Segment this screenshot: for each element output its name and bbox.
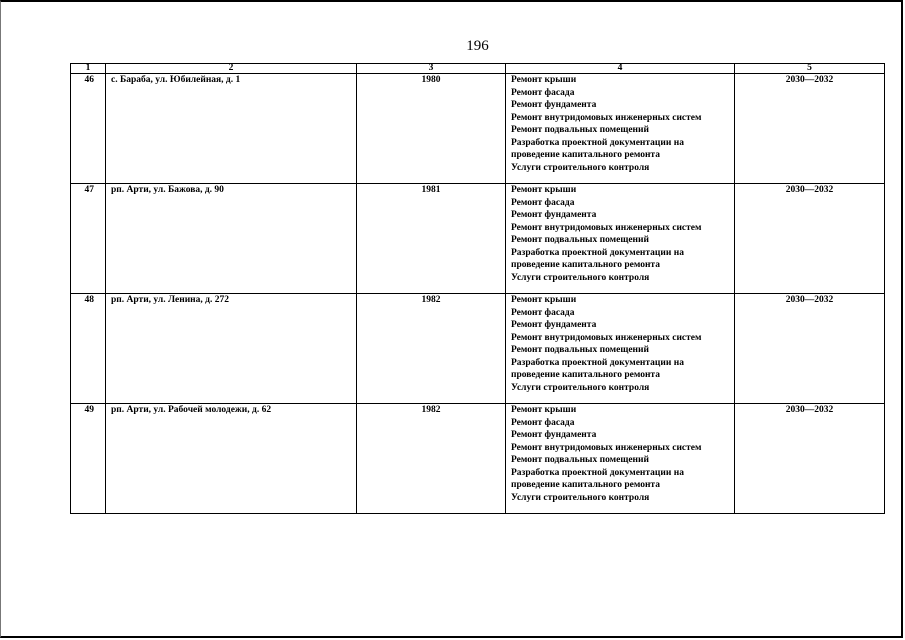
work-item: проведение капитального ремонта bbox=[511, 260, 660, 270]
work-item: Ремонт подвальных помещений bbox=[511, 235, 649, 245]
column-header-4: 4 bbox=[506, 64, 735, 74]
planned-period: 2030—2032 bbox=[735, 74, 885, 184]
work-item: Услуги строительного контроля bbox=[511, 382, 650, 393]
work-item: Ремонт внутридомовых инженерных систем bbox=[511, 112, 702, 123]
work-item: Ремонт фасада bbox=[511, 197, 575, 208]
work-item: Ремонт фасада bbox=[511, 87, 575, 98]
work-item: Разработка проектной документации на bbox=[511, 357, 684, 368]
work-item: проведение капитального ремонта bbox=[511, 150, 660, 160]
planned-period: 2030—2032 bbox=[735, 404, 885, 514]
column-header-5: 5 bbox=[735, 64, 885, 74]
works-list bbox=[506, 404, 735, 514]
building-address: рп. Арти, ул. Бажова, д. 90 bbox=[106, 184, 357, 294]
column-header-1: 1 bbox=[71, 64, 106, 74]
work-item: проведение капитального ремонта bbox=[511, 370, 660, 380]
table-row bbox=[71, 404, 885, 514]
work-item: Ремонт подвальных помещений bbox=[511, 345, 649, 355]
work-item: Разработка проектной документации на bbox=[511, 467, 684, 478]
column-header-2: 2 bbox=[106, 64, 357, 74]
work-item: Ремонт крыши bbox=[511, 185, 577, 195]
construction-year: 1980 bbox=[357, 74, 506, 184]
row-number: 49 bbox=[71, 404, 106, 514]
work-item: Ремонт внутридомовых инженерных систем bbox=[511, 442, 702, 453]
table-body bbox=[71, 74, 885, 514]
work-item: Ремонт фундамента bbox=[511, 100, 597, 110]
row-number: 46 bbox=[71, 74, 106, 184]
building-address: с. Бараба, ул. Юбилейная, д. 1 bbox=[106, 74, 357, 184]
work-item: Ремонт крыши bbox=[511, 295, 577, 305]
work-item: Ремонт крыши bbox=[511, 75, 577, 85]
page-number: 196 bbox=[466, 38, 489, 54]
building-address: рп. Арти, ул. Рабочей молодежи, д. 62 bbox=[106, 404, 357, 514]
table-row bbox=[71, 74, 885, 184]
construction-year: 1982 bbox=[357, 294, 506, 404]
planned-period: 2030—2032 bbox=[735, 184, 885, 294]
table-header-row bbox=[71, 64, 885, 74]
row-number: 47 bbox=[71, 184, 106, 294]
work-item: Разработка проектной документации на bbox=[511, 247, 684, 258]
work-item: Ремонт фундамента bbox=[511, 430, 597, 440]
works-list bbox=[506, 184, 735, 294]
work-item: Ремонт фасада bbox=[511, 307, 575, 318]
work-item: Ремонт подвальных помещений bbox=[511, 125, 649, 135]
repair-schedule-table bbox=[70, 63, 885, 514]
column-header-3: 3 bbox=[357, 64, 506, 74]
work-item: Ремонт крыши bbox=[511, 405, 577, 415]
table-row bbox=[71, 294, 885, 404]
work-item: Услуги строительного контроля bbox=[511, 492, 650, 503]
work-item: Ремонт фасада bbox=[511, 417, 575, 428]
table-row bbox=[71, 184, 885, 294]
works-list bbox=[506, 74, 735, 184]
building-address: рп. Арти, ул. Ленина, д. 272 bbox=[106, 294, 357, 404]
construction-year: 1982 bbox=[357, 404, 506, 514]
planned-period: 2030—2032 bbox=[735, 294, 885, 404]
work-item: Услуги строительного контроля bbox=[511, 272, 650, 283]
work-item: Ремонт внутридомовых инженерных систем bbox=[511, 332, 702, 343]
row-number: 48 bbox=[71, 294, 106, 404]
work-item: Ремонт подвальных помещений bbox=[511, 455, 649, 465]
work-item: Ремонт фундамента bbox=[511, 210, 597, 220]
work-item: Услуги строительного контроля bbox=[511, 162, 650, 173]
work-item: Ремонт внутридомовых инженерных систем bbox=[511, 222, 702, 233]
work-item: Ремонт фундамента bbox=[511, 320, 597, 330]
work-item: проведение капитального ремонта bbox=[511, 480, 660, 490]
construction-year: 1981 bbox=[357, 184, 506, 294]
work-item: Разработка проектной документации на bbox=[511, 137, 684, 148]
works-list bbox=[506, 294, 735, 404]
